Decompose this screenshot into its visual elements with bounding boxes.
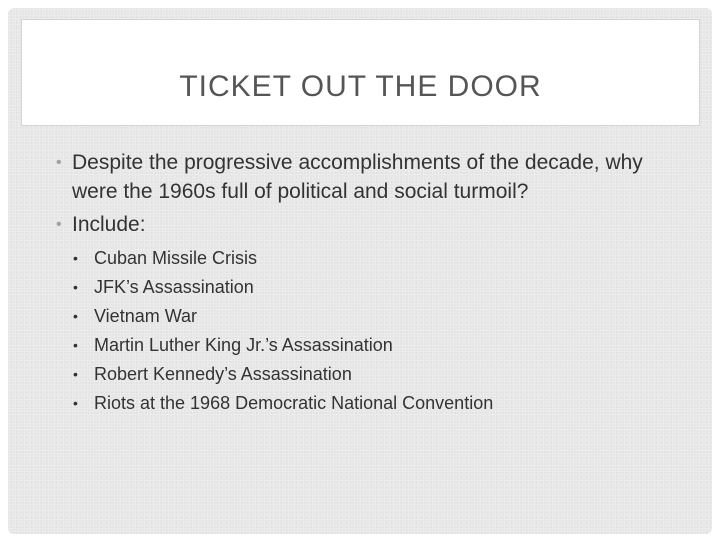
bullet-include-text: Include: bbox=[72, 213, 146, 236]
sub-bullet-item bbox=[28, 331, 688, 360]
sub-bullet-list bbox=[28, 244, 688, 418]
sub-bullet-item bbox=[28, 273, 688, 302]
bullet-question bbox=[28, 148, 688, 206]
bullet-icon: • bbox=[73, 395, 78, 411]
bullet-icon: • bbox=[56, 154, 62, 171]
slide-title: TICKET OUT THE DOOR bbox=[179, 70, 542, 103]
bullet-icon: • bbox=[56, 216, 62, 233]
sub-bullet-item bbox=[28, 302, 688, 331]
bullet-icon: • bbox=[73, 279, 78, 295]
bullet-icon: • bbox=[73, 366, 78, 382]
slide-body bbox=[28, 148, 688, 418]
sub-bullet-text: Robert Kennedy’s Assassination bbox=[94, 364, 352, 384]
bullet-question-text: Despite the progressive accomplishments of the decade, why were the 1960s full of political and social turmoil? bbox=[72, 151, 643, 203]
bullet-icon: • bbox=[73, 250, 78, 266]
sub-bullet-item bbox=[28, 244, 688, 273]
sub-bullet-text: Vietnam War bbox=[94, 306, 198, 326]
sub-bullet-text: Cuban Missile Crisis bbox=[94, 248, 258, 268]
sub-bullet-item bbox=[28, 360, 688, 389]
sub-bullet-item bbox=[28, 389, 688, 418]
bullet-icon: • bbox=[73, 337, 78, 353]
sub-bullet-text: Martin Luther King Jr.’s Assassination bbox=[94, 335, 393, 355]
sub-bullet-text: Riots at the 1968 Democratic National Convention bbox=[94, 393, 494, 413]
title-box bbox=[22, 20, 699, 125]
bullet-include bbox=[28, 210, 688, 239]
sub-bullet-text: JFK’s Assassination bbox=[94, 277, 254, 297]
bullet-icon: • bbox=[73, 308, 78, 324]
